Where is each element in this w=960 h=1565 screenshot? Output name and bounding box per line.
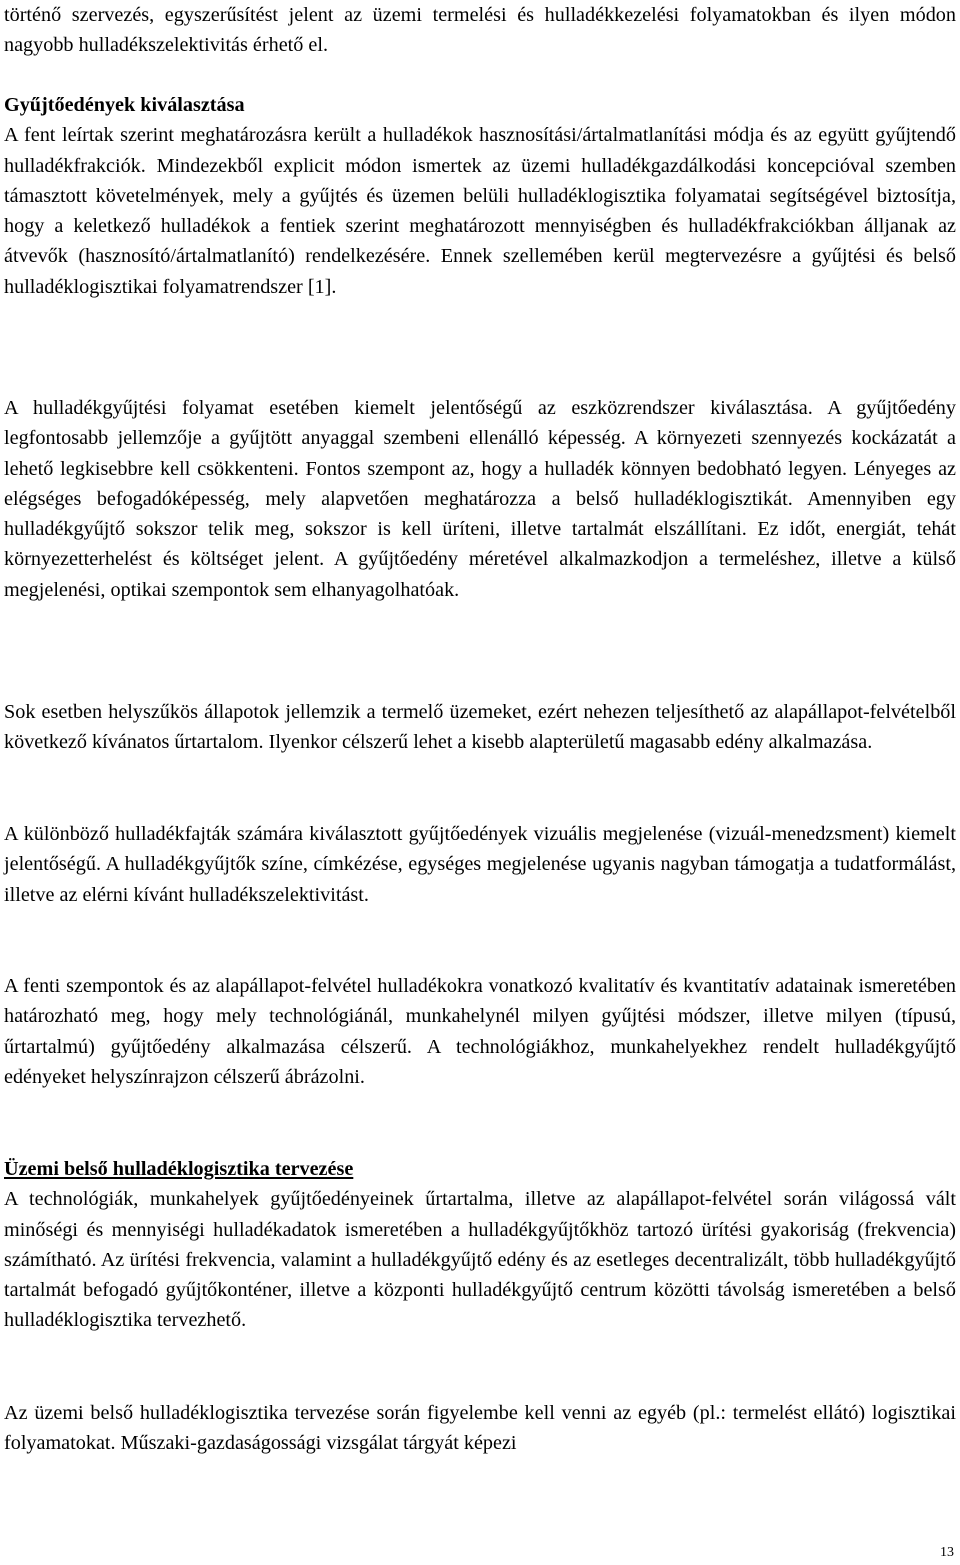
- paragraph-4: A különböző hulladékfajták számára kiválasztott gyűjtőedények vizuális megjelenése (vizuál-menedzsment) kiemelt jelentőségű. A hulladékgyűjtők színe, címkézése, egységes megjelenése ugyanis nagyban támogatja a tudatformálást, illetve az elérni kívánt hulladékszelektivitást.: [4, 823, 956, 906]
- paragraph-3-block: [4, 697, 956, 758]
- section-internal-logistics: [4, 1154, 956, 1336]
- page-number: 13: [940, 1545, 954, 1560]
- paragraph-3: Sok esetben helyszűkös állapotok jellemzik a termelő üzemeket, ezért nehezen teljesíthető az alapállapot-felvételből következő kívánatos űrtartalom. Ilyenkor célszerű lehet a kisebb alapterületű magasabb edény alkalmazása.: [4, 701, 956, 754]
- paragraph-6: A technológiák, munkahelyek gyűjtőedényeinek űrtartalma, illetve az alapállapot-felvétel során világossá vált minőségi és mennyiségi hulladékadatok ismeretében a hulladékgyűjtőkhöz tartozó ürítési gyakoriság (frekvencia) számítható. Az ürítési frekvencia, valamint a hulladékgyűjtő edény és az esetleges decentralizált, több hulladékgyűjtő tartalmát befogadó gyűjtőkonténer, illetve a központi hulladékgyűjtő centrum közötti távolság ismeretében a belső hulladéklogisztika tervezhető.: [4, 1188, 956, 1332]
- paragraph-2-block: [4, 393, 956, 605]
- paragraph-5: A fenti szempontok és az alapállapot-felvétel hulladékokra vonatkozó kvalitatív és kvantitatív adatainak ismeretében határozható meg, hogy mely technológiánál, munkahelynél milyen gyűjtési módszer, illetve milyen (típusú, űrtartalmú) gyűjtőedény alkalmazása célszerű. A technológiákhoz, munkahelyekhez rendelt hulladékgyűjtő edényeket helyszínrajzon célszerű ábrázolni.: [4, 975, 956, 1088]
- paragraph-1: A fent leírtak szerint meghatározásra került a hulladékok hasznosítási/ártalmatlanítási módja és az együtt gyűjtendő hulladékfrakciók. Mindezekből explicit módon ismertek az üzemi hulladékgazdálkodási koncepcióval szemben támasztott követelmények, mely a gyűjtés és üzemen belüli hulladéklogisztika folyamatai segítségével biztosítja, hogy a keletkező hulladékok a fentiek szerint meghatározott mennyiségben és hulladékfrakciókban álljanak az átvevők (hasznosító/ártalmatlanító) rendelkezésére. Ennek szellemében kerül megtervezésre a gyűjtési és belső hulladéklogisztikai folyamatrendszer [1].: [4, 124, 956, 298]
- paragraph-7-block: [4, 1398, 956, 1459]
- paragraph-5-block: [4, 971, 956, 1092]
- paragraph-4-block: [4, 819, 956, 910]
- paragraph-2: A hulladékgyűjtési folyamat esetében kiemelt jelentőségű az eszközrendszer kiválasztása. A gyűjtőedény legfontosabb jellemzője a gyűjtött anyaggal szembeni ellenálló képesség. A környezeti szennyezés kockázatát a lehető legkisebbre kell csökkenteni. Fontos szempont az, hogy a hulladék könnyen bedobható legyen. Lényeges az elégséges befogadóképesség, mely alapvetően meghatározza a belső hulladéklogisztikát. Amennyiben egy hulladékgyűjtő sokszor telik meg, sokszor is kell üríteni, illetve tartalmát elszállítani. Ez időt, energiát, tehát környezetterhelést és költséget jelent. A gyűjtőedény méretével alkalmazkodjon a termeléshez, illetve a külső megjelenési, optikai szempontok sem elhanyagolhatóak.: [4, 397, 956, 601]
- paragraph-7: Az üzemi belső hulladéklogisztika tervezése során figyelembe kell venni az egyéb (pl.: termelést ellátó) logisztikai folyamatokat. Műszaki-gazdaságossági vizsgálat tárgyát képezi: [4, 1402, 956, 1455]
- section-collection-bins: [4, 90, 956, 302]
- heading-internal-logistics: Üzemi belső hulladéklogisztika tervezése: [4, 1158, 354, 1180]
- intro-block: [4, 0, 956, 61]
- paragraph-intro: történő szervezés, egyszerűsítést jelent az üzemi termelési és hulladékkezelési folyamatokban és ilyen módon nagyobb hulladékszelektivitás érhető el.: [4, 4, 956, 57]
- heading-collection-bins: Gyűjtőedények kiválasztása: [4, 94, 245, 116]
